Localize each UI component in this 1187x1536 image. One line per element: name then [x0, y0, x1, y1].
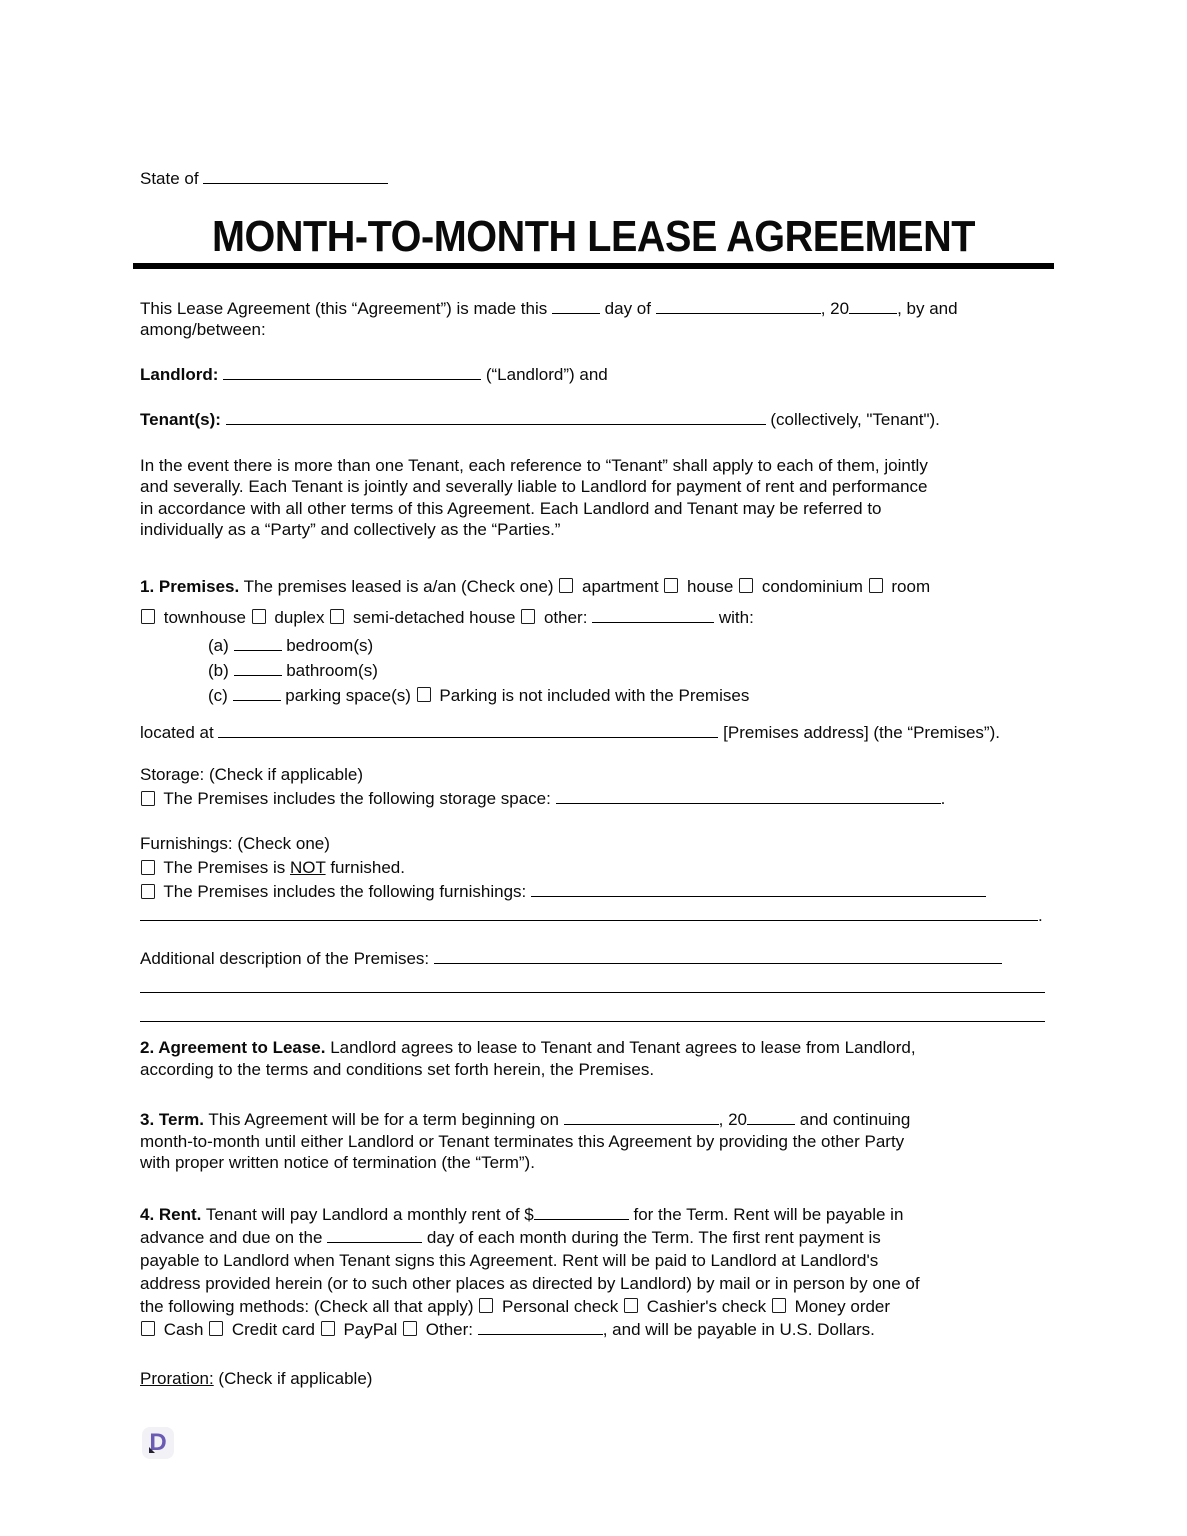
- text-run: condominium: [757, 576, 868, 596]
- text-run: Money order: [789, 1296, 891, 1316]
- text-run: located at: [140, 722, 219, 742]
- sec3-line-3: [140, 1152, 1047, 1174]
- text-run: The Premises includes the following furnishings:: [159, 882, 531, 901]
- text-run: payable to Landlord when Tenant signs this Agreement. Rent will be paid to Landlord at Landlord's: [140, 1250, 879, 1270]
- text-run: , 20: [820, 298, 850, 318]
- intro-line-2: [140, 319, 1047, 341]
- text-run: Cashier's check: [641, 1296, 771, 1316]
- text-run: parking space(s): [280, 685, 416, 705]
- furnishings-continuation-line: [140, 904, 1047, 928]
- personal-check-checkbox[interactable]: [479, 1298, 493, 1313]
- text-run: for the Term. Rent will be payable in: [628, 1204, 904, 1224]
- text-run: month-to-month until either Landlord or Tenant terminates this Agreement by providing the other Party: [140, 1131, 905, 1151]
- text-run: individually as a “Party” and collectively as the “Parties.”: [140, 520, 561, 539]
- text-run: NOT: [290, 858, 326, 877]
- duplex-checkbox[interactable]: [252, 609, 266, 624]
- state-name-blank[interactable]: [203, 170, 388, 184]
- text-run: in accordance with all other terms of this Agreement. Each Landlord and Tenant may be referred to: [140, 498, 882, 518]
- joint-line-1: [140, 455, 1047, 477]
- located-at-line: [140, 722, 1047, 744]
- text-run: among/between:: [140, 320, 266, 339]
- parking-not-included-checkbox[interactable]: [417, 687, 431, 702]
- text-run: Proration:: [140, 1368, 214, 1388]
- text-run: .: [940, 789, 946, 808]
- text-run: 1. Premises.: [140, 576, 240, 596]
- premises-other-blank[interactable]: [592, 609, 714, 623]
- text-run: (c): [208, 685, 233, 705]
- text-run: Other:: [421, 1319, 478, 1339]
- joint-line-2: [140, 476, 1047, 498]
- additional-description-label: [140, 944, 1047, 973]
- text-run: The Premises is: [159, 858, 291, 877]
- month-blank[interactable]: [656, 300, 821, 314]
- premises-item-a: [140, 633, 1047, 658]
- text-run: other:: [539, 607, 593, 627]
- premises-line-2: [140, 602, 1047, 633]
- furnishings-not-furnished-line: [140, 856, 1047, 880]
- additional-description-blank-2[interactable]: [140, 979, 1045, 993]
- premises-line-1: [140, 571, 1047, 602]
- joint-line-3: [140, 498, 1047, 520]
- text-run: according to the terms and conditions set forth herein, the Premises.: [140, 1059, 655, 1079]
- section-3-term: [140, 1109, 1047, 1174]
- text-run: 4. Rent.: [140, 1204, 202, 1224]
- furnishings-heading: [140, 832, 1047, 856]
- rent-amount-blank[interactable]: [534, 1206, 629, 1220]
- section-1-premises: [140, 571, 1047, 708]
- text-run: bedroom(s): [281, 635, 374, 655]
- term-start-date-blank[interactable]: [564, 1111, 719, 1125]
- text-run: day of each month during the Term. The first rent payment is: [422, 1227, 881, 1247]
- bedrooms-blank[interactable]: [234, 637, 282, 651]
- section-2-agreement-to-lease: [140, 1037, 1047, 1080]
- logo-letter: D: [149, 1429, 167, 1456]
- cashiers-check-checkbox[interactable]: [624, 1298, 638, 1313]
- storage-heading: [140, 763, 1047, 787]
- sec4-line-1: [140, 1203, 1047, 1226]
- state-of-line: [140, 168, 1047, 190]
- text-run: house: [682, 576, 739, 596]
- text-run: This Agreement will be for a term beginning on: [203, 1110, 564, 1129]
- text-run: (collectively, "Tenant").: [765, 410, 940, 429]
- text-run: semi-detached house: [348, 607, 521, 627]
- sec2-line-2: [140, 1059, 1047, 1081]
- landlord-line: [140, 364, 1047, 386]
- text-run: PayPal: [338, 1319, 403, 1339]
- logo: [142, 1427, 174, 1459]
- text-run: .: [1038, 906, 1043, 925]
- storage-space-blank[interactable]: [556, 790, 941, 804]
- text-run: Tenant(s):: [140, 410, 226, 429]
- text-run: Furnishings: (Check one): [140, 834, 330, 853]
- text-run: State of: [140, 169, 204, 188]
- additional-description-blank[interactable]: [434, 950, 1002, 964]
- sec4-line-2: [140, 1226, 1047, 1249]
- townhouse-checkbox[interactable]: [141, 609, 155, 624]
- sec3-line-2: [140, 1131, 1047, 1153]
- not-furnished-checkbox[interactable]: [141, 860, 155, 875]
- furnishings-included-checkbox[interactable]: [141, 884, 155, 899]
- proration-heading: [140, 1368, 1047, 1390]
- other-payment-blank[interactable]: [478, 1321, 603, 1335]
- furnishings-includes-line: [140, 880, 1047, 904]
- text-run: This Lease Agreement (this “Agreement”) is made this: [140, 298, 552, 318]
- text-run: apartment: [577, 576, 664, 596]
- house-checkbox[interactable]: [664, 578, 678, 593]
- text-run: Storage: (Check if applicable): [140, 765, 364, 784]
- apartment-checkbox[interactable]: [559, 578, 573, 593]
- sec4-line-5: [140, 1295, 1047, 1318]
- sec4-line-3: [140, 1249, 1047, 1272]
- text-run: The premises leased is a/an (Check one): [239, 576, 559, 596]
- text-run: (“Landlord”) and: [481, 364, 608, 384]
- text-run: and continuing: [795, 1110, 911, 1129]
- tenant-name-blank[interactable]: [226, 411, 766, 425]
- text-run: with proper written notice of termination (the “Term”).: [140, 1153, 535, 1172]
- credit-card-checkbox[interactable]: [209, 1321, 223, 1336]
- text-run: bathroom(s): [281, 660, 378, 680]
- text-run: room: [886, 576, 931, 596]
- other-payment-checkbox[interactable]: [403, 1321, 417, 1336]
- landlord-name-blank[interactable]: [223, 366, 481, 380]
- tenant-line: [140, 409, 1047, 431]
- text-run: Landlord:: [140, 364, 224, 384]
- paypal-checkbox[interactable]: [321, 1321, 335, 1336]
- text-run: In the event there is more than one Tenant, each reference to “Tenant” shall apply to each of them, jointly: [140, 455, 928, 475]
- text-run: Cash: [159, 1319, 209, 1339]
- text-run: (b): [208, 660, 234, 680]
- joint-line-4: [140, 519, 1047, 541]
- rent-due-day-blank[interactable]: [327, 1229, 422, 1243]
- text-run: Personal check: [497, 1296, 623, 1316]
- sec2-line-1: [140, 1037, 1047, 1059]
- text-run: (Check if applicable): [213, 1368, 373, 1388]
- sec4-line-6: [140, 1318, 1047, 1341]
- additional-description-block: [140, 944, 1047, 1031]
- text-run: day of: [599, 298, 656, 318]
- text-run: , 20: [718, 1110, 748, 1129]
- year-blank[interactable]: [849, 300, 897, 314]
- additional-description-blank-3[interactable]: [140, 1008, 1045, 1022]
- text-run: (a): [208, 635, 234, 655]
- cash-checkbox[interactable]: [141, 1321, 155, 1336]
- parking-spaces-blank[interactable]: [233, 687, 281, 701]
- text-run: 3. Term.: [140, 1110, 204, 1129]
- condominium-checkbox[interactable]: [739, 578, 753, 593]
- day-blank[interactable]: [552, 300, 600, 314]
- text-run: 2. Agreement to Lease.: [140, 1038, 326, 1057]
- text-run: the following methods: (Check all that apply): [140, 1296, 479, 1316]
- text-run: Landlord agrees to lease to Tenant and Tenant agrees to lease from Landlord,: [325, 1038, 916, 1057]
- money-order-checkbox[interactable]: [772, 1298, 786, 1313]
- title-rule: [133, 263, 1054, 269]
- semi-detached-house-checkbox[interactable]: [330, 609, 344, 624]
- text-run: and severally. Each Tenant is jointly and severally liable to Landlord for payment of rent and performance: [140, 477, 928, 496]
- additional-description-row-2: [140, 973, 1047, 1002]
- text-run: Additional description of the Premises:: [140, 949, 434, 968]
- text-run: Parking is not included with the Premises: [434, 685, 750, 705]
- text-run: with:: [714, 607, 754, 627]
- page-title: MONTH-TO-MONTH LEASE AGREEMENT: [211, 211, 976, 261]
- text-run: The Premises includes the following storage space:: [159, 789, 556, 808]
- furnishings-blank[interactable]: [531, 883, 986, 897]
- additional-description-row-3: [140, 1002, 1047, 1031]
- intro-line-1: [140, 298, 1047, 320]
- text-run: furnished.: [325, 858, 405, 877]
- text-run: advance and due on the: [140, 1227, 328, 1247]
- furnishings-block: [140, 832, 1047, 928]
- text-run: townhouse: [159, 607, 251, 627]
- bathrooms-blank[interactable]: [234, 662, 282, 676]
- text-run: Tenant will pay Landlord a monthly rent of $: [201, 1204, 534, 1224]
- term-start-year-blank[interactable]: [747, 1111, 795, 1125]
- text-run: , by and: [897, 298, 958, 318]
- storage-block: [140, 763, 1047, 811]
- other-premises-checkbox[interactable]: [521, 609, 535, 624]
- text-run: , and will be payable in U.S. Dollars.: [602, 1319, 875, 1339]
- joint-liability-paragraph: [140, 455, 1047, 541]
- sec4-line-4: [140, 1272, 1047, 1295]
- premises-item-c: [140, 683, 1047, 708]
- text-run: address provided herein (or to such other places as directed by Landlord) by mail or in person by one of: [140, 1273, 920, 1293]
- room-checkbox[interactable]: [869, 578, 883, 593]
- pen-nib-icon: [149, 1447, 155, 1453]
- furnishings-blank-2[interactable]: [140, 907, 1038, 921]
- premises-item-b: [140, 658, 1047, 683]
- sec3-line-1: [140, 1109, 1047, 1131]
- storage-item: [140, 787, 1047, 811]
- storage-included-checkbox[interactable]: [141, 791, 155, 806]
- text-run: duplex: [269, 607, 330, 627]
- text-run: Credit card: [227, 1319, 320, 1339]
- section-4-rent: [140, 1203, 1047, 1341]
- premises-address-blank[interactable]: [218, 724, 718, 738]
- text-run: [Premises address] (the “Premises”).: [718, 722, 1000, 742]
